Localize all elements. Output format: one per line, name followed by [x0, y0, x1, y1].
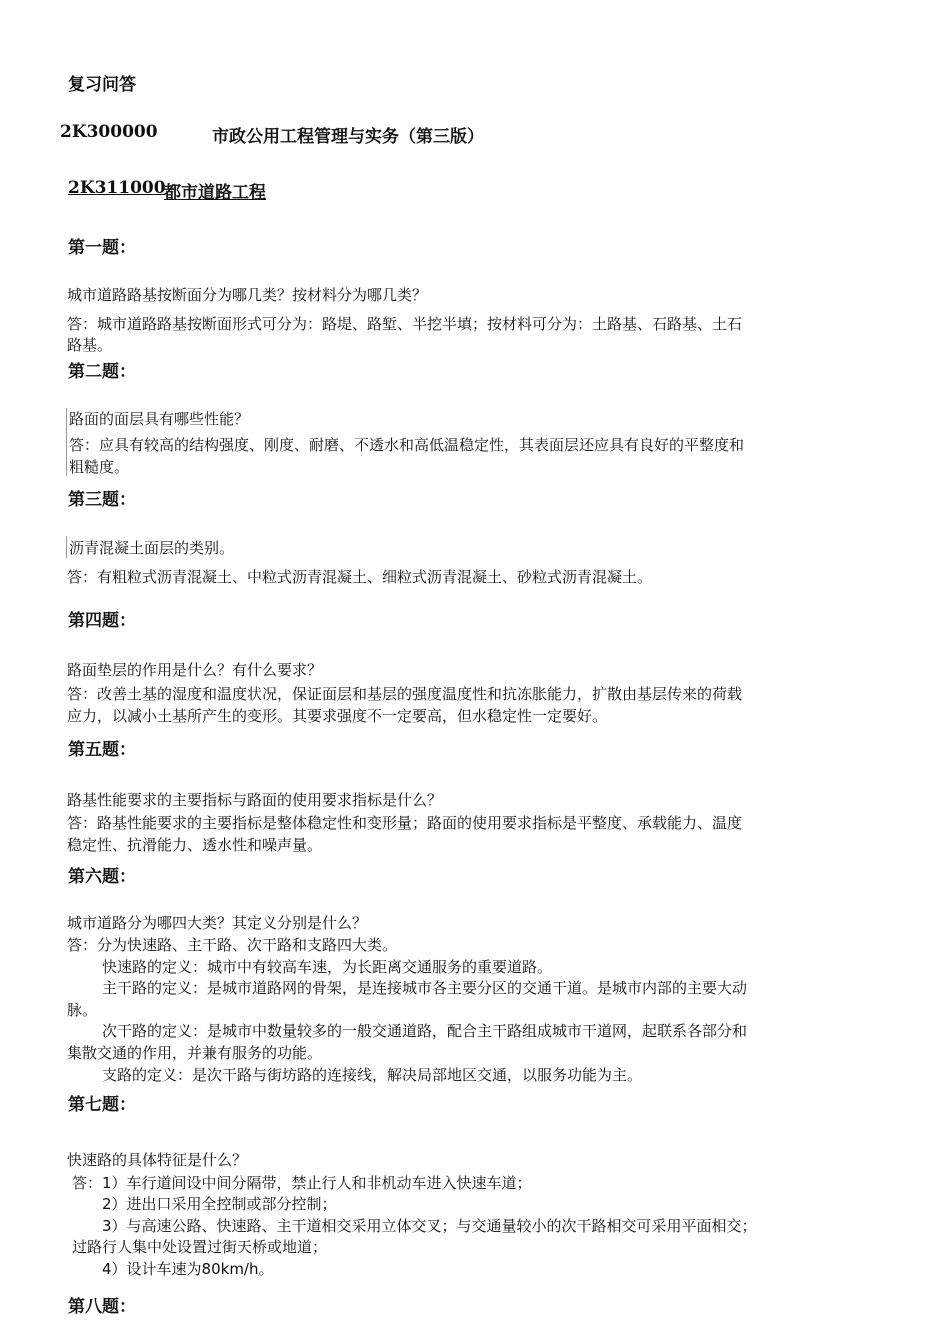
answer-line: 脉。	[67, 1001, 98, 1019]
answer-line: 集散交通的作用，并兼有服务的功能。	[67, 1044, 323, 1062]
answer-line: 答：有粗粒式沥青混凝土、中粒式沥青混凝土、细粒式沥青混凝土、砂粒式沥青混凝土。	[67, 568, 653, 586]
answer-line: 稳定性、抗滑能力、透水性和噪声量。	[67, 836, 323, 854]
chapter-code: 2K311000	[68, 178, 166, 198]
answer-line: 支路的定义：是次干路与街坊路的连接线，解决局部地区交通，以服务功能为主。	[102, 1066, 643, 1084]
question-text: 快速路的具体特征是什么？	[67, 1151, 248, 1169]
answer-line: 答：分为快速路、主干路、次干路和支路四大类。	[67, 936, 398, 954]
question-heading: 第二题：	[68, 362, 136, 382]
answer-line: 4）设计车速为80km/h。	[102, 1260, 274, 1278]
question-heading: 第六题：	[68, 867, 136, 887]
review-title: 复习问答	[68, 75, 136, 95]
answer-line: 应力，以减小土基所产生的变形。其要求强度不一定要高，但水稳定性一定要好。	[67, 707, 608, 725]
question-heading: 第五题：	[68, 740, 136, 760]
question-heading: 第一题：	[68, 238, 136, 258]
answer-line: 粗糙度。	[69, 458, 130, 476]
question-text: 城市道路路基按断面分为哪几类？按材料分为哪几类？	[67, 286, 428, 304]
answer-line: 路基。	[67, 336, 113, 354]
answer-line: 答：城市道路路基按断面形式可分为：路堤、路堑、半挖半填；按材料可分为：土路基、石路基、土石	[67, 315, 743, 333]
answer-line: 答：路基性能要求的主要指标是整体稳定性和变形量；路面的使用要求指标是平整度、承载能力、温度	[67, 814, 743, 832]
answer-line: 次干路的定义：是城市中数量较多的一般交通道路，配合主干路组成城市干道网，起联系各部分和	[102, 1022, 748, 1040]
question-heading: 第四题：	[68, 611, 136, 631]
answer-line: 主干路的定义：是城市道路网的骨架，是连接城市各主要分区的交通干道。是城市内部的主要大动	[102, 979, 748, 997]
answer-line: 2）进出口采用全控制或部分控制；	[102, 1195, 337, 1213]
question-text: 路面的面层具有哪些性能？	[69, 410, 250, 428]
question-text: 路面垫层的作用是什么？有什么要求？	[67, 661, 323, 679]
answer-line: 过路行人集中处设置过街天桥或地道；	[72, 1238, 328, 1256]
answer-line: 快速路的定义：城市中有较高车速，为长距离交通服务的重要道路。	[102, 958, 553, 976]
chapter-title: 都市道路工程	[164, 183, 266, 203]
question-text: 城市道路分为哪四大类？其定义分别是什么？	[67, 914, 368, 932]
question-heading: 第八题：	[68, 1297, 136, 1317]
question-heading: 第七题：	[68, 1095, 136, 1115]
answer-line: 答：应具有较高的结构强度、刚度、耐磨、不透水和高低温稳定性，其表面层还应具有良好的平整度和	[69, 436, 745, 454]
question-text: 沥青混凝土面层的类别。	[69, 539, 235, 557]
margin-bar	[66, 536, 67, 558]
margin-bar	[66, 408, 67, 476]
course-code: 2K300000	[60, 122, 158, 142]
answer-line: 答：改善土基的湿度和温度状况，保证面层和基层的强度温度性和抗冻胀能力，扩散由基层传来的荷载	[67, 685, 743, 703]
question-heading: 第三题：	[68, 490, 136, 510]
answer-line: 3）与高速公路、快速路、主干道相交采用立体交叉；与交通量较小的次干路相交可采用平面相交；	[102, 1217, 757, 1235]
answer-line: 答：1）车行道间设中间分隔带，禁止行人和非机动车进入快速车道；	[72, 1174, 532, 1192]
course-title: 市政公用工程管理与实务（第三版）	[212, 127, 484, 147]
question-text: 路基性能要求的主要指标与路面的使用要求指标是什么？	[67, 791, 443, 809]
